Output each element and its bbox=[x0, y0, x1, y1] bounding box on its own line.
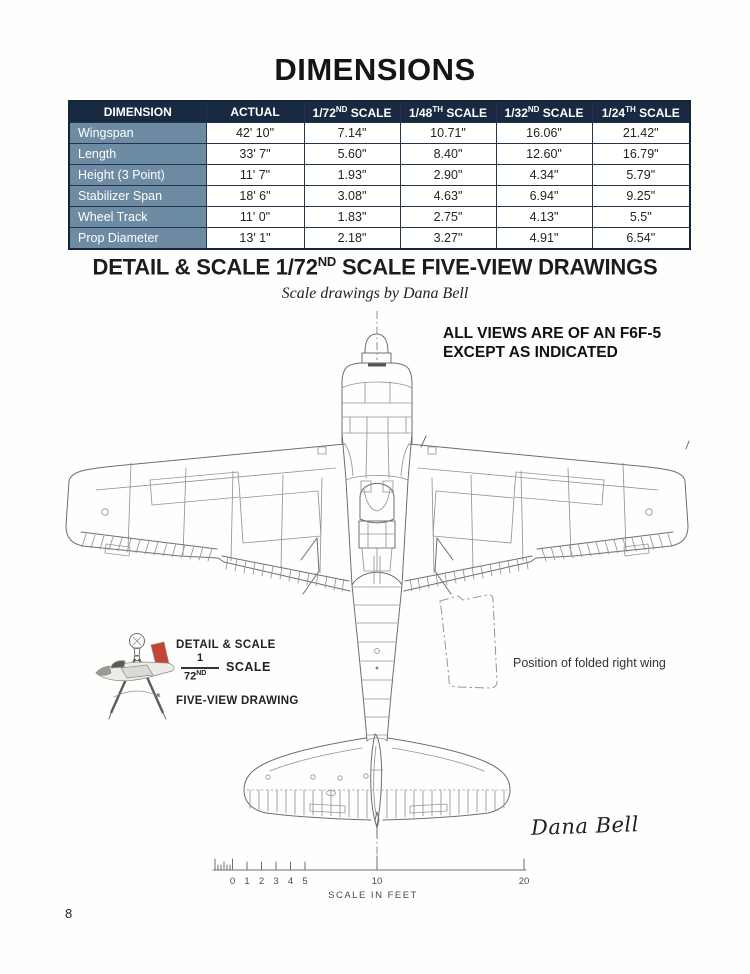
cell-value: 6.94" bbox=[496, 186, 592, 207]
vertical-fin bbox=[371, 734, 383, 838]
cell-value: 4.91" bbox=[496, 228, 592, 250]
cell-value: 5.5" bbox=[592, 207, 690, 228]
logo-brand-text: DETAIL & SCALE bbox=[176, 639, 276, 651]
credit-line: Scale drawings by Dana Bell bbox=[281, 285, 469, 302]
header-sup: ND bbox=[335, 104, 348, 114]
folded-wing-outline bbox=[440, 595, 497, 688]
header-text: 1/72 bbox=[312, 105, 336, 120]
ruler-tick-label: 20 bbox=[518, 876, 530, 887]
header-text: SCALE bbox=[347, 105, 392, 120]
folded-wing-label: Position of folded right wing bbox=[513, 656, 666, 670]
note-line-2: EXCEPT AS INDICATED bbox=[443, 344, 618, 361]
stabilizer-left bbox=[244, 738, 371, 820]
logo-den-base: 72 bbox=[184, 670, 197, 683]
cell-value: 2.75" bbox=[400, 207, 496, 228]
cell-value: 4.63" bbox=[400, 186, 496, 207]
logo-fraction-numerator: 1 bbox=[196, 652, 204, 664]
cell-value: 6.54" bbox=[592, 228, 690, 250]
ruler-caption: SCALE IN FEET bbox=[328, 890, 418, 901]
ruler-tick-label: 5 bbox=[302, 876, 308, 887]
cell-value: 2.18" bbox=[304, 228, 400, 250]
header-sup: ND bbox=[527, 104, 540, 114]
header-text: 1/48 bbox=[408, 105, 433, 120]
ruler-tick-label: 0 bbox=[229, 876, 236, 887]
header-text: DIMENSION bbox=[103, 105, 172, 119]
row-label: Wheel Track bbox=[69, 207, 206, 228]
header-text: 1/24 bbox=[601, 105, 626, 120]
row-label: Prop Diameter bbox=[69, 228, 206, 250]
cell-value: 5.60" bbox=[304, 144, 400, 165]
header-sup: TH bbox=[625, 104, 636, 114]
cell-value: 4.34" bbox=[496, 165, 592, 186]
cell-value: 1.83" bbox=[304, 207, 400, 228]
ruler-tick-label: 2 bbox=[258, 876, 265, 887]
cell-value: 5.79" bbox=[592, 165, 690, 186]
header-sup: TH bbox=[432, 104, 443, 114]
cell-value: 21.42" bbox=[592, 123, 690, 144]
cell-value: 3.27" bbox=[400, 228, 496, 250]
heading-sup: ND bbox=[317, 254, 337, 269]
cell-value: 11' 0" bbox=[206, 207, 304, 228]
cell-value: 9.25" bbox=[592, 186, 690, 207]
cell-value: 10.71" bbox=[400, 123, 496, 144]
row-label: Stabilizer Span bbox=[69, 186, 206, 207]
cell-value: 11' 7" bbox=[206, 165, 304, 186]
cell-value: 42' 10" bbox=[206, 123, 304, 144]
cell-value: 33' 7" bbox=[206, 144, 304, 165]
header-text: SCALE bbox=[539, 105, 584, 120]
compass-logo bbox=[96, 634, 174, 720]
logo-fraction-bar bbox=[181, 667, 219, 669]
header-text: SCALE bbox=[635, 105, 680, 120]
scale-ruler bbox=[213, 856, 529, 901]
header-text: 1/32 bbox=[504, 105, 528, 120]
heading-text: DETAIL & SCALE 1/72 bbox=[92, 254, 318, 280]
cell-value: 12.60" bbox=[496, 144, 592, 165]
header-text: ACTUAL bbox=[230, 105, 280, 119]
logo-fraction-denominator bbox=[184, 670, 206, 683]
logo-scale-word: SCALE bbox=[226, 660, 271, 674]
logo-caption: FIVE-VIEW DRAWING bbox=[176, 695, 299, 707]
heading-text: SCALE FIVE-VIEW DRAWINGS bbox=[336, 254, 658, 280]
page-number: 8 bbox=[65, 906, 73, 921]
engine-cowling bbox=[342, 363, 412, 443]
cell-value: 16.06" bbox=[496, 123, 592, 144]
ruler-tick-label: 10 bbox=[371, 876, 383, 887]
row-label: Wingspan bbox=[69, 123, 206, 144]
cockpit-canopy bbox=[359, 481, 395, 571]
ruler-tick-label: 1 bbox=[244, 876, 250, 887]
stabilizer-right bbox=[383, 738, 510, 820]
cell-value: 7.14" bbox=[304, 123, 400, 144]
cell-value: 4.13" bbox=[496, 207, 592, 228]
note-line-1: ALL VIEWS ARE OF AN F6F-5 bbox=[443, 325, 662, 342]
cell-value: 1.93" bbox=[304, 165, 400, 186]
cell-value: 3.08" bbox=[304, 186, 400, 207]
artist-signature: Dana Bell bbox=[530, 812, 640, 840]
header-text: SCALE bbox=[443, 105, 488, 120]
wing-left bbox=[66, 444, 350, 594]
row-label: Height (3 Point) bbox=[69, 165, 206, 186]
cell-value: 16.79" bbox=[592, 144, 690, 165]
cell-value: 2.90" bbox=[400, 165, 496, 186]
logo-den-sup: ND bbox=[196, 670, 207, 677]
cell-value: 8.40" bbox=[400, 144, 496, 165]
wing-right bbox=[404, 444, 688, 594]
cell-value: 18' 6" bbox=[206, 186, 304, 207]
cell-value: 13' 1" bbox=[206, 228, 304, 250]
row-label: Length bbox=[69, 144, 206, 165]
page-title: DIMENSIONS bbox=[274, 52, 476, 87]
ruler-tick-label: 3 bbox=[273, 876, 279, 887]
ruler-tick-label: 4 bbox=[287, 876, 294, 887]
